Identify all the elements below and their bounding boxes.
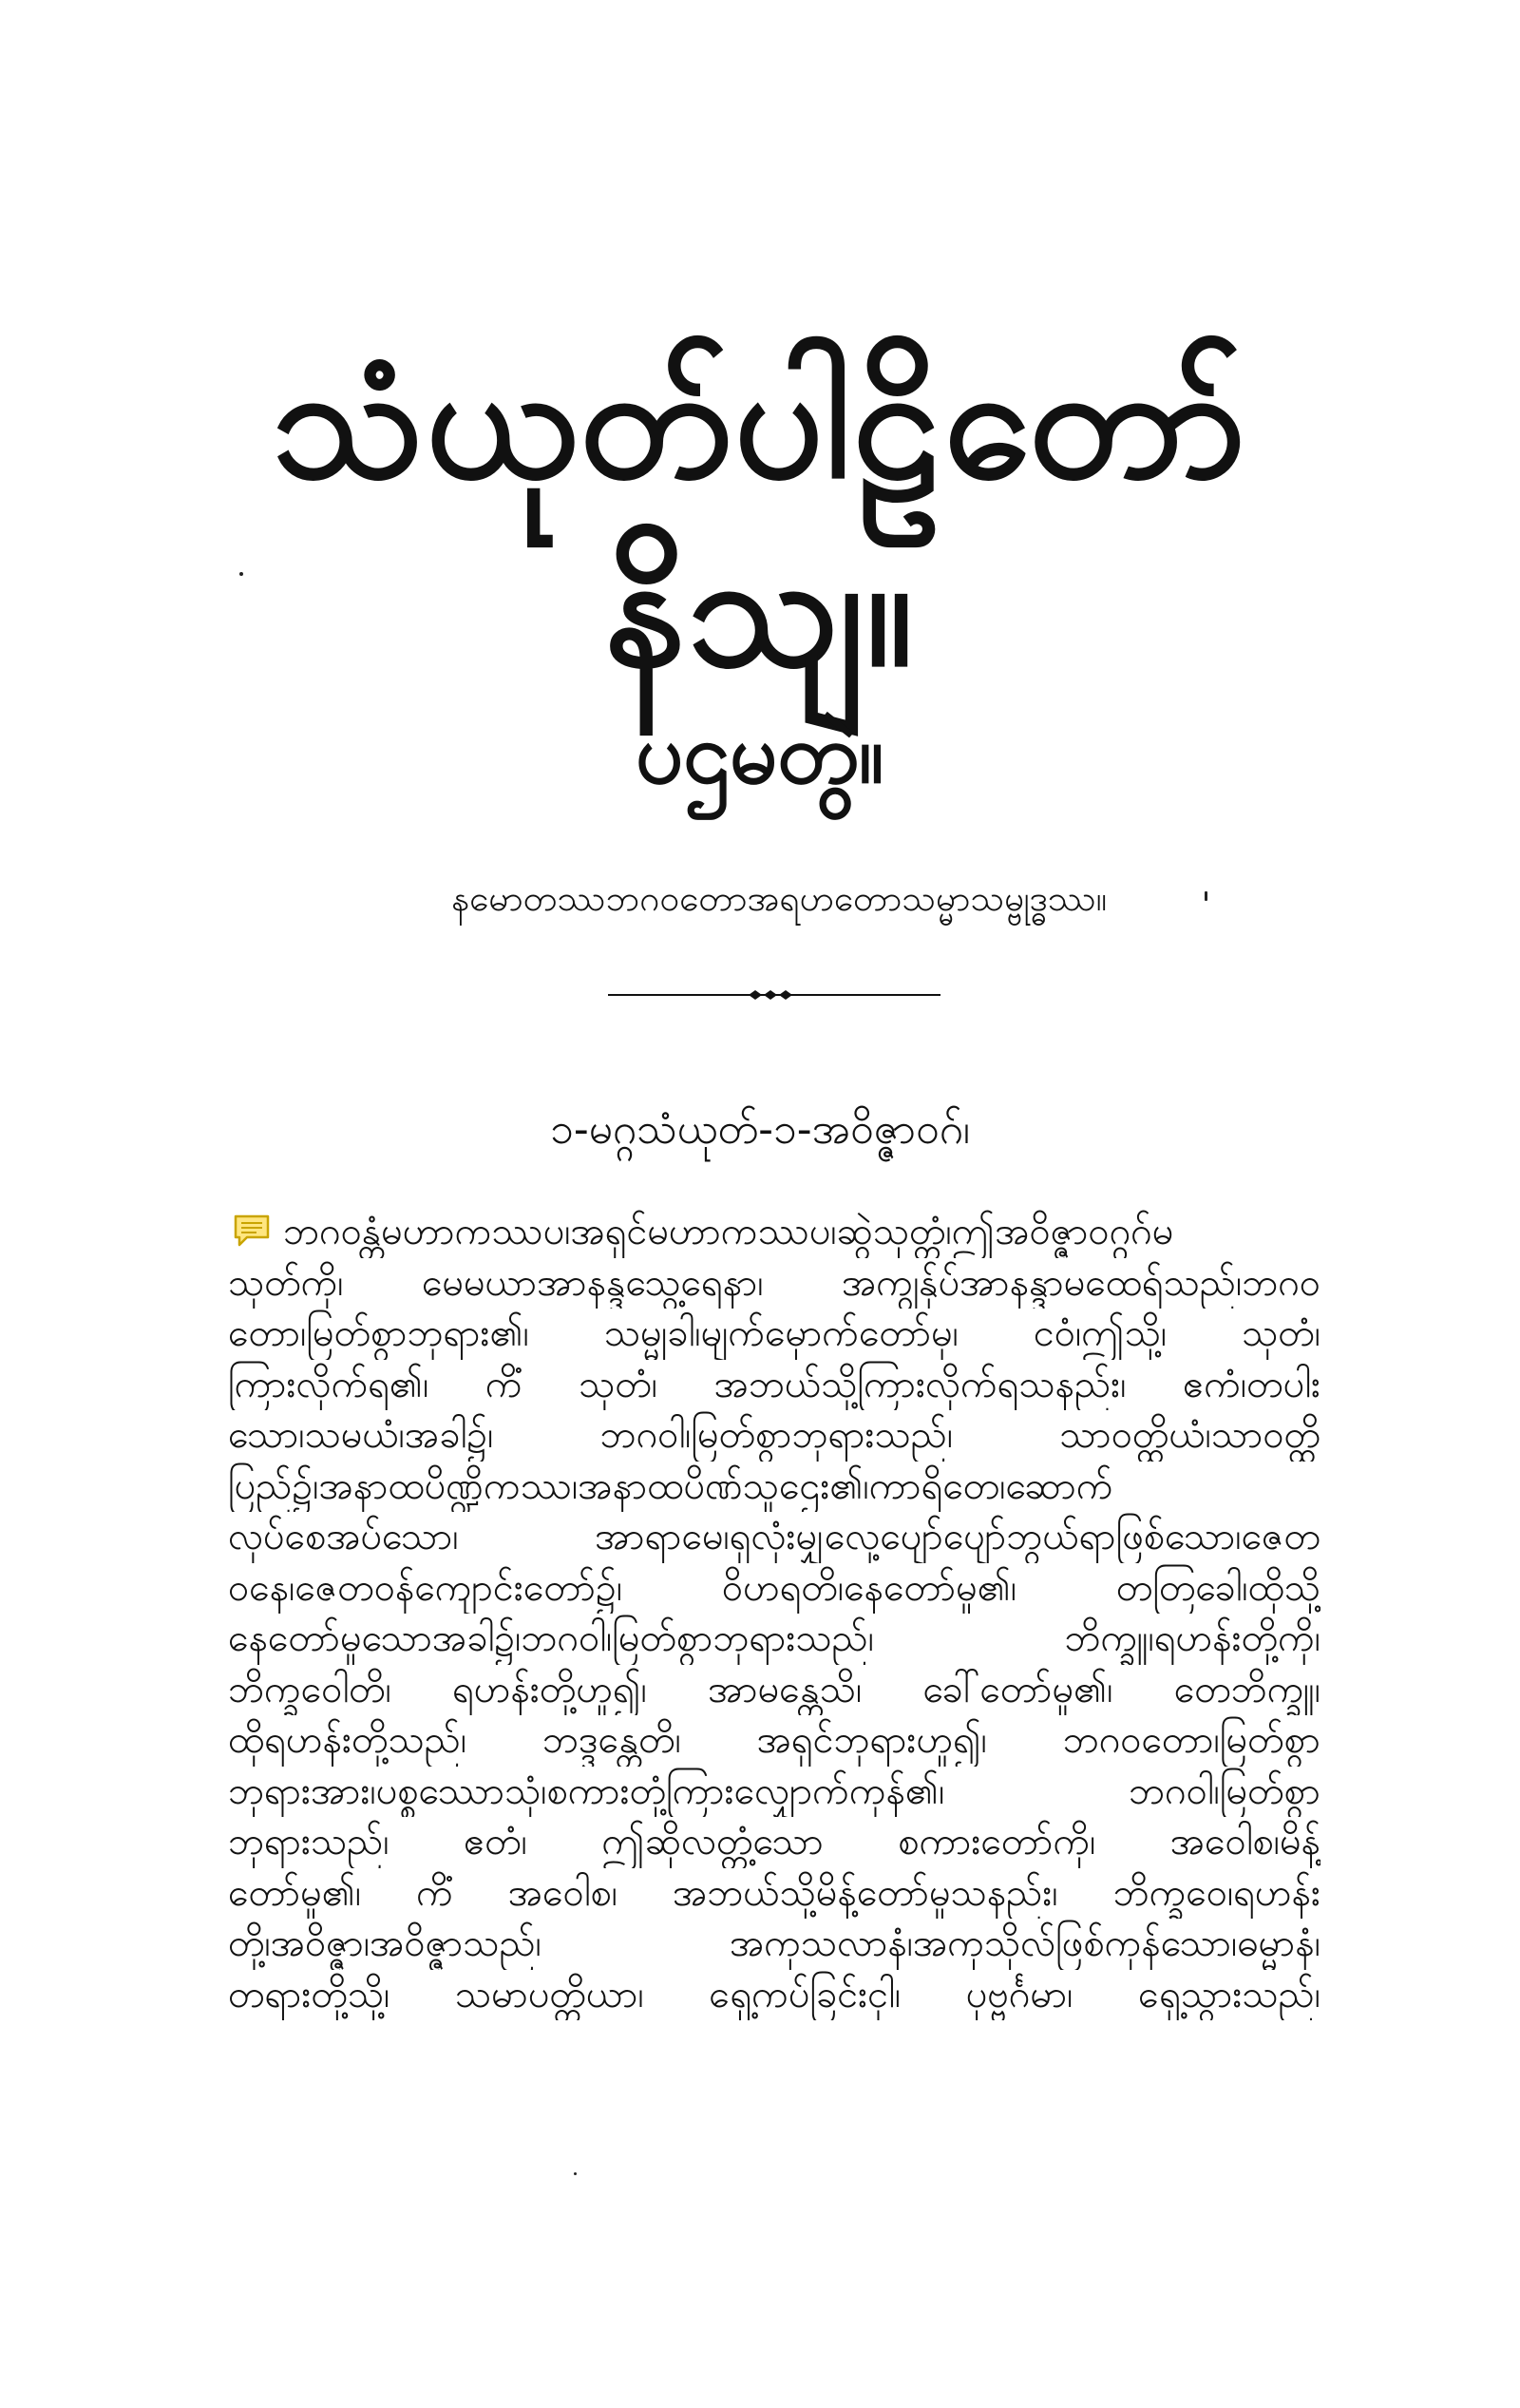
body-line: ဘိက္ခဝေါတိ၊ ရဟန်းတို့ဟူ၍၊ အာမန္တေသိ၊ ခေါ်တော်မူ၏၊ တေဘိက္ခူ၊ bbox=[228, 1667, 1320, 1711]
body-line: သော၊သမယံ၊အခါ၌၊ ဘဂဝါ၊မြတ်စွာဘုရားသည်၊ သာဝတ္ထိယံ၊သာဝတ္ထိ bbox=[228, 1413, 1320, 1457]
body-line: ကြားလိုက်ရ၏၊ ကိံ သုတံ၊ အဘယ်သို့ကြားလိုက်ရသနည်း၊ ဧကံ၊တပါး bbox=[228, 1362, 1320, 1406]
book-title: သံယုတ်ပါဠိတော်နိသျ။ bbox=[272, 331, 1248, 701]
body-paragraph bbox=[228, 1207, 1320, 2020]
body-line: တို့၊အဝိဇ္ဇာ၊အဝိဇ္ဇာသည်၊ အကုသလာနံ၊အကုသိုလ်ဖြစ်ကုန်သော၊ဓမ္မာနံ၊ bbox=[228, 1921, 1320, 1965]
body-line: တရားတို့သို့၊ သမာပတ္တိယာ၊ ရှေ့ကပ်ခြင်းငှါ၊ ပုဗ္ဗင်္ဂမာ၊ ရှေ့သွားသည်၊ bbox=[228, 1972, 1320, 2016]
print-speck bbox=[239, 572, 243, 576]
body-line: ဘုရားသည်၊ ဧတံ၊ ဤဆိုလတ္တံ့သော စကားတော်ကို၊ အဝေါစ၊မိန့် bbox=[228, 1820, 1320, 1863]
homage-line: နမောတဿဘဂဝတောအရဟတောသမ္မာသမ္ဗုဒ္ဓဿ။ bbox=[450, 878, 1108, 919]
body-line: တော၊မြတ်စွာဘုရား၏၊ သမ္မုခါ၊မျက်မှောက်တော်မှ၊ ငဝံ၊ဤသို့၊ သုတံ၊ bbox=[228, 1311, 1320, 1355]
body-line: တော်မူ၏၊ ကိံ အဝေါစ၊ အဘယ်သို့မိန့်တော်မူသနည်း၊ ဘိက္ခဝေ၊ရဟန်း bbox=[228, 1870, 1320, 1915]
body-line: နေတော်မူသောအခါ၌၊ဘဂဝါ၊မြတ်စွာဘုရားသည်၊ ဘိက္ခူ၊ရဟန်းတို့ကို၊ bbox=[228, 1616, 1320, 1660]
print-speck bbox=[574, 2172, 577, 2175]
section-heading: ၁-မဂ္ဂသံယုတ်-၁-အဝိဇ္ဇာဝဂ်၊ bbox=[550, 1105, 970, 1154]
volume-subtitle: ပဌမတွဲ။ bbox=[636, 704, 884, 802]
body-line: ပြည်၌၊အနာထပိဏ္ဍိကဿ၊အနာထပိဏ်သူဌေး၏၊ကာရိတေ၊ဆောက် bbox=[228, 1463, 1113, 1508]
divider-ornament-icon bbox=[608, 988, 940, 1002]
body-line: သုတ်ကို၊ မေမယာအာနန္ဒသွေ့ရေနာ၊ အကျွန်ုပ်အာနန္ဒာမထေရ်သည်၊ဘဂဝ bbox=[228, 1260, 1320, 1305]
print-speck bbox=[1205, 891, 1207, 901]
ornamental-divider bbox=[608, 988, 940, 1002]
body-line: ဘဂဝန္တံမဟာကဿပ၊အရှင်မဟာကဿပ၊ဆွဲသုတ္တံ၊ဤအဝိဇ္ဇာဝဂ္ဂဂ်မ bbox=[283, 1210, 1174, 1253]
body-line: ဝနေ၊ဇေတဝန်ကျောင်းတော်၌၊ ဝိဟရတိ၊နေတော်မူ၏၊ တတြခေါ၊ထိုသို့ bbox=[228, 1565, 1320, 1610]
body-line: ထိုရဟန်းတို့သည်၊ ဘဒ္ဒန္တေတိ၊ အရှင်ဘုရားဟူ၍၊ ဘဂဝတော၊မြတ်စွာ bbox=[228, 1718, 1320, 1762]
body-line: ဘုရားအား၊ပစ္စဿောသုံ၊စကားတုံ့ကြားလျှောက်ကုန်၏၊ ဘဂဝါ၊မြတ်စွာ bbox=[228, 1768, 1320, 1813]
body-line: လုပ်စေအပ်သော၊ အာရာမေ၊ရှလုံးမျှလှေ့ပျော်ပျော်ဘွယ်ရာဖြစ်သော၊ဇေတ bbox=[228, 1515, 1320, 1558]
